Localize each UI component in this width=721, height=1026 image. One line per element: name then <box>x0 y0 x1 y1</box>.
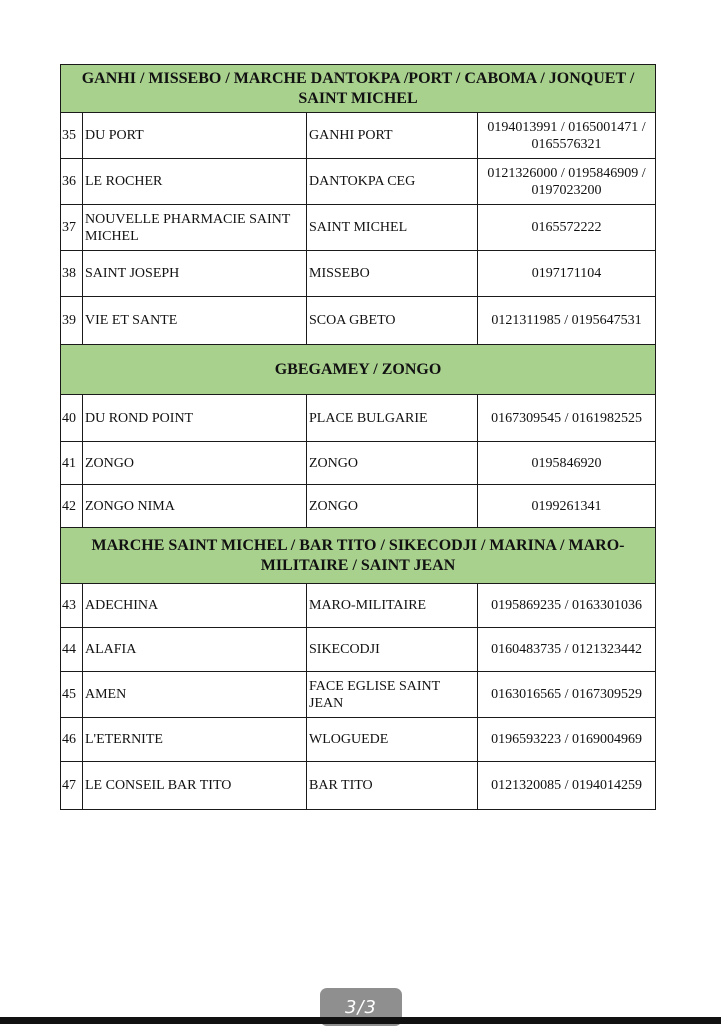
table-row <box>61 584 656 628</box>
pharmacy-phone: 0167309545 / 0161982525 <box>478 395 656 442</box>
pharmacy-name: AMEN <box>83 672 307 718</box>
table-row <box>61 442 656 485</box>
pharmacy-name: LE ROCHER <box>83 159 307 205</box>
pharmacy-phone: 0121320085 / 0194014259 <box>478 762 656 810</box>
row-number: 37 <box>61 205 83 251</box>
table-row <box>61 113 656 159</box>
table-row <box>61 762 656 810</box>
pharmacy-phone: 0196593223 / 0169004969 <box>478 718 656 762</box>
pharmacy-location: ZONGO <box>307 442 478 485</box>
table-row <box>61 718 656 762</box>
pharmacy-name: ZONGO <box>83 442 307 485</box>
pharmacy-phone: 0163016565 / 0167309529 <box>478 672 656 718</box>
section-title: GANHI / MISSEBO / MARCHE DANTOKPA /PORT / CABOMA / JONQUET / SAINT MICHEL <box>61 65 656 113</box>
pharmacy-name: DU PORT <box>83 113 307 159</box>
pharmacy-location: MARO-MILITAIRE <box>307 584 478 628</box>
pharmacy-name: LE CONSEIL BAR TITO <box>83 762 307 810</box>
row-number: 47 <box>61 762 83 810</box>
pharmacy-location: PLACE BULGARIE <box>307 395 478 442</box>
pharmacy-phone: 0160483735 / 0121323442 <box>478 628 656 672</box>
table-row <box>61 485 656 528</box>
row-number: 46 <box>61 718 83 762</box>
pharmacy-name: ADECHINA <box>83 584 307 628</box>
table-row <box>61 159 656 205</box>
row-number: 44 <box>61 628 83 672</box>
section-title: GBEGAMEY / ZONGO <box>61 345 656 395</box>
pharmacy-location: DANTOKPA CEG <box>307 159 478 205</box>
row-number: 40 <box>61 395 83 442</box>
pharmacy-location: SCOA GBETO <box>307 297 478 345</box>
pharmacy-name: ZONGO NIMA <box>83 485 307 528</box>
pharmacy-phone: 0165572222 <box>478 205 656 251</box>
row-number: 42 <box>61 485 83 528</box>
pharmacy-location: WLOGUEDE <box>307 718 478 762</box>
section-header-row <box>61 528 656 584</box>
table-row <box>61 395 656 442</box>
row-number: 36 <box>61 159 83 205</box>
section-header-row <box>61 345 656 395</box>
section-header-row <box>61 65 656 113</box>
pharmacy-location: SIKECODJI <box>307 628 478 672</box>
pharmacy-location: BAR TITO <box>307 762 478 810</box>
pharmacy-location: MISSEBO <box>307 251 478 297</box>
pharmacy-location: GANHI PORT <box>307 113 478 159</box>
row-number: 35 <box>61 113 83 159</box>
table-row <box>61 251 656 297</box>
table-row <box>61 628 656 672</box>
pharmacy-phone: 0121311985 / 0195647531 <box>478 297 656 345</box>
row-number: 41 <box>61 442 83 485</box>
row-number: 39 <box>61 297 83 345</box>
pharmacy-location: ZONGO <box>307 485 478 528</box>
table-row <box>61 672 656 718</box>
row-number: 38 <box>61 251 83 297</box>
pharmacy-phone: 0197171104 <box>478 251 656 297</box>
pharmacy-phone: 0121326000 / 0195846909 / 0197023200 <box>478 159 656 205</box>
bottom-bar <box>0 1017 721 1024</box>
row-number: 45 <box>61 672 83 718</box>
pharmacy-phone: 0199261341 <box>478 485 656 528</box>
pharmacy-name: DU ROND POINT <box>83 395 307 442</box>
pharmacy-table <box>60 64 656 810</box>
pharmacy-phone: 0195869235 / 0163301036 <box>478 584 656 628</box>
pharmacy-name: ALAFIA <box>83 628 307 672</box>
table-row <box>61 297 656 345</box>
pharmacy-name: SAINT JOSEPH <box>83 251 307 297</box>
pharmacy-name: L'ETERNITE <box>83 718 307 762</box>
table-row <box>61 205 656 251</box>
pharmacy-name: VIE ET SANTE <box>83 297 307 345</box>
pharmacy-location: SAINT MICHEL <box>307 205 478 251</box>
section-title: MARCHE SAINT MICHEL / BAR TITO / SIKECODJI / MARINA / MARO-MILITAIRE / SAINT JEAN <box>61 528 656 584</box>
page-indicator: 3/3 <box>320 988 402 1026</box>
pharmacy-location: FACE EGLISE SAINT JEAN <box>307 672 478 718</box>
pharmacy-name: NOUVELLE PHARMACIE SAINT MICHEL <box>83 205 307 251</box>
pharmacy-phone: 0194013991 / 0165001471 / 0165576321 <box>478 113 656 159</box>
row-number: 43 <box>61 584 83 628</box>
pharmacy-phone: 0195846920 <box>478 442 656 485</box>
